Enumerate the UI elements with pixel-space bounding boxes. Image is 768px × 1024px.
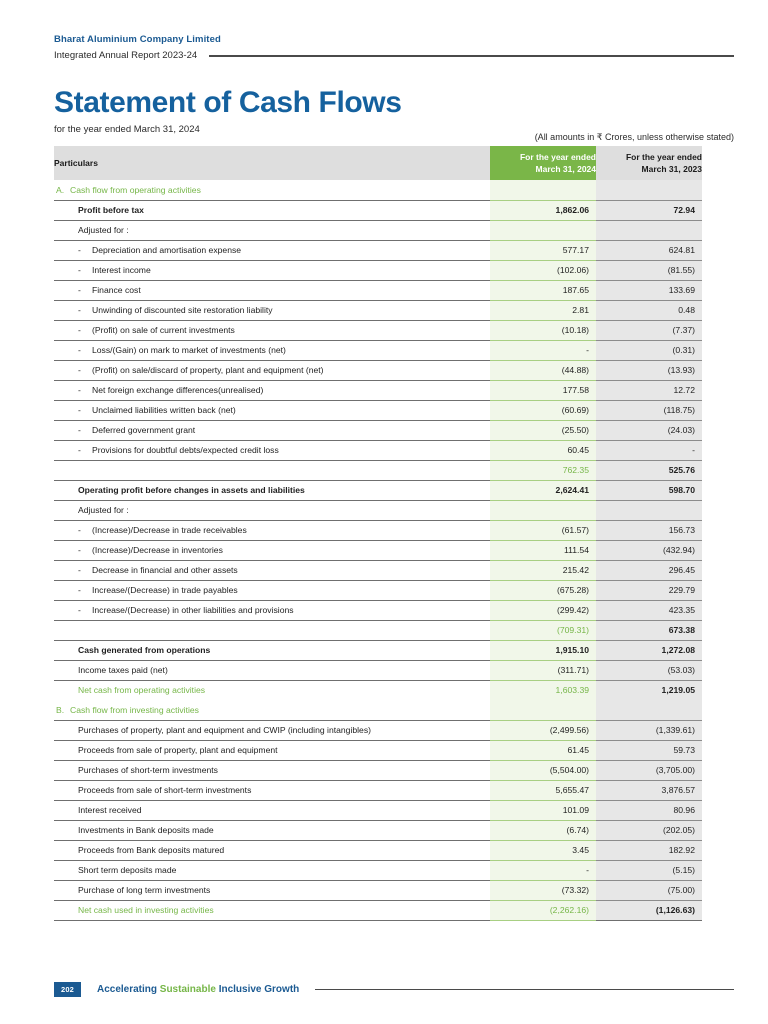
table-row [54,260,702,280]
section-label: Cash flow from operating activities [70,184,201,195]
title-block [54,86,402,136]
bullet-dash: - [78,364,81,375]
table-row [54,460,702,480]
row-label: Increase/(Decrease) in trade payables [92,584,238,595]
table-row [54,760,702,780]
table-header [54,146,702,180]
value-year-2023: (432.94) [596,540,702,560]
row-label-cell [54,200,490,220]
row-label: Proceeds from sale of property, plant and equipment [78,744,278,755]
table-row [54,800,702,820]
value-year-2024: - [490,860,596,880]
column-header-year-2024 [490,146,596,180]
column-header-year-2023-line1: For the year ended [625,151,702,162]
value-year-2023: (53.03) [596,660,702,680]
row-label-cell [54,800,490,820]
row-label-cell [54,680,490,700]
row-label: Net foreign exchange differences(unrealised) [92,384,264,395]
value-year-2023: (118.75) [596,400,702,420]
value-year-2023 [596,500,702,520]
value-year-2023 [596,180,702,200]
row-label-cell [54,540,490,560]
value-year-2024: (5,504.00) [490,760,596,780]
row-label-cell [54,480,490,500]
table-row [54,400,702,420]
value-year-2023: 59.73 [596,740,702,760]
value-year-2023: 12.72 [596,380,702,400]
value-year-2024: 60.45 [490,440,596,460]
value-year-2023: - [596,440,702,460]
row-label-cell [54,400,490,420]
value-year-2023: (7.37) [596,320,702,340]
table-row [54,840,702,860]
row-label: Purchases of short-term investments [78,764,218,775]
bullet-dash: - [78,564,81,575]
table-row [54,580,702,600]
row-label: Deferred government grant [92,424,196,435]
table-row [54,200,702,220]
value-year-2023: (24.03) [596,420,702,440]
row-label-cell [54,260,490,280]
bullet-dash: - [78,524,81,535]
value-year-2023: 525.76 [596,460,702,480]
bullet-dash: - [78,384,81,395]
row-label: Unclaimed liabilities written back (net) [92,404,236,415]
value-year-2023: (1,126.63) [596,900,702,920]
value-year-2024: 111.54 [490,540,596,560]
row-label-cell [54,600,490,620]
value-year-2024: 187.65 [490,280,596,300]
value-year-2024: (2,499.56) [490,720,596,740]
value-year-2024: 61.45 [490,740,596,760]
footer-tagline-part2: Sustainable [159,984,219,995]
value-year-2023: 673.38 [596,620,702,640]
value-year-2023: 1,272.08 [596,640,702,660]
value-year-2023: (81.55) [596,260,702,280]
row-label: Proceeds from Bank deposits matured [78,844,225,855]
table-row [54,440,702,460]
row-label: Decrease in financial and other assets [92,564,238,575]
row-label: Loss/(Gain) on mark to market of investments (net) [92,344,286,355]
value-year-2024: 5,655.47 [490,780,596,800]
row-label-cell [54,360,490,380]
amounts-note: (All amounts in ₹ Crores, unless otherwise stated) [534,132,734,142]
value-year-2023: 80.96 [596,800,702,820]
report-line [54,49,734,63]
table-row [54,720,702,740]
value-year-2024: - [490,340,596,360]
value-year-2024: (60.69) [490,400,596,420]
table-row [54,180,702,200]
row-label: Adjusted for : [78,224,129,235]
value-year-2024 [490,500,596,520]
report-name: Integrated Annual Report 2023-24 [54,50,198,61]
header-divider-rule [209,55,734,57]
row-label: Depreciation and amortisation expense [92,244,242,255]
row-label-cell [54,780,490,800]
row-label: Short term deposits made [78,864,177,875]
row-label: Cash generated from operations [78,644,211,655]
value-year-2023: (75.00) [596,880,702,900]
value-year-2023: (202.05) [596,820,702,840]
bullet-dash: - [78,444,81,455]
value-year-2023: (5.15) [596,860,702,880]
value-year-2024: (25.50) [490,420,596,440]
row-label-cell [54,460,490,480]
table-row [54,280,702,300]
row-label: Net cash used in investing activities [78,904,214,915]
value-year-2024 [490,700,596,720]
row-label-cell [54,660,490,680]
row-label-cell [54,700,490,720]
value-year-2024: 2.81 [490,300,596,320]
row-label-cell [54,240,490,260]
table-row [54,660,702,680]
page-title: Statement of Cash Flows [54,86,402,119]
bullet-dash: - [78,404,81,415]
row-label-cell [54,900,490,920]
row-label-cell [54,300,490,320]
column-header-year-2023-line2: March 31, 2023 [641,163,702,174]
bullet-dash: - [78,344,81,355]
value-year-2024: (102.06) [490,260,596,280]
bullet-dash: - [78,544,81,555]
value-year-2023: 3,876.57 [596,780,702,800]
table-row [54,380,702,400]
row-label-cell [54,420,490,440]
row-label-cell [54,760,490,780]
row-label: (Profit) on sale/discard of property, plant and equipment (net) [92,364,324,375]
row-label-cell [54,380,490,400]
footer-tagline-part1: Accelerating [96,984,160,995]
row-label-cell [54,560,490,580]
table-row [54,620,702,640]
value-year-2024: (675.28) [490,580,596,600]
value-year-2024 [490,180,596,200]
value-year-2023: 423.35 [596,600,702,620]
row-label: Purchases of property, plant and equipment and CWIP (including intangibles) [78,724,371,735]
row-label-cell [54,440,490,460]
value-year-2024: (709.31) [490,620,596,640]
value-year-2024: (2,262.16) [490,900,596,920]
row-label-cell [54,840,490,860]
value-year-2023: (13.93) [596,360,702,380]
table-row [54,480,702,500]
bullet-dash: - [78,304,81,315]
page-subtitle: for the year ended March 31, 2024 [54,124,200,135]
cash-flow-table [54,146,702,921]
table-row [54,680,702,700]
value-year-2024: 1,915.10 [490,640,596,660]
row-label: (Increase)/Decrease in trade receivables [92,524,247,535]
bullet-dash: - [78,604,81,615]
value-year-2024: 1,862.06 [490,200,596,220]
column-header-year-2024-line1: For the year ended [519,151,596,162]
row-label-cell [54,740,490,760]
table-row [54,420,702,440]
value-year-2023: 182.92 [596,840,702,860]
bullet-dash: - [78,264,81,275]
row-label: (Increase)/Decrease in inventories [92,544,223,555]
row-label-cell [54,340,490,360]
value-year-2023: 133.69 [596,280,702,300]
row-label: Net cash from operating activities [78,684,206,695]
row-label-cell [54,280,490,300]
table-row [54,540,702,560]
row-label: Provisions for doubtful debts/expected credit loss [92,444,279,455]
table-row [54,320,702,340]
value-year-2024: 577.17 [490,240,596,260]
value-year-2023: (3,705.00) [596,760,702,780]
row-label: Operating profit before changes in assets and liabilities [78,484,305,495]
value-year-2024: 101.09 [490,800,596,820]
table-row [54,600,702,620]
row-label-cell [54,620,490,640]
bullet-dash: - [78,424,81,435]
row-label-cell [54,640,490,660]
row-label: Proceeds from sale of short-term investments [78,784,252,795]
value-year-2024 [490,220,596,240]
value-year-2023: (0.31) [596,340,702,360]
row-label: Investments in Bank deposits made [78,824,214,835]
value-year-2024: 762.35 [490,460,596,480]
row-label-cell [54,820,490,840]
company-name: Bharat Aluminium Company Limited [54,34,221,45]
table-row [54,240,702,260]
document-header [54,33,734,63]
table-row [54,500,702,520]
row-label: Interest received [78,804,142,815]
value-year-2023: 296.45 [596,560,702,580]
row-label: Finance cost [92,284,141,295]
bullet-dash: - [78,244,81,255]
bullet-dash: - [78,324,81,335]
value-year-2023: 156.73 [596,520,702,540]
value-year-2024: 3.45 [490,840,596,860]
value-year-2023: 1,219.05 [596,680,702,700]
value-year-2024: 1,603.39 [490,680,596,700]
table-row [54,820,702,840]
footer-divider-rule [315,989,734,991]
section-label: Cash flow from investing activities [70,704,199,715]
row-label-cell [54,860,490,880]
table-body [54,180,702,920]
value-year-2023: 72.94 [596,200,702,220]
value-year-2024: 215.42 [490,560,596,580]
row-label-cell [54,500,490,520]
value-year-2023: 0.48 [596,300,702,320]
row-label-cell [54,520,490,540]
table-row [54,880,702,900]
table-row [54,900,702,920]
footer-tagline [97,984,299,995]
table-row [54,640,702,660]
table-row [54,360,702,380]
row-label: Purchase of long term investments [78,884,211,895]
bullet-dash: - [78,584,81,595]
column-header-year-2024-line2: March 31, 2024 [535,163,596,174]
value-year-2023: 624.81 [596,240,702,260]
row-label-cell [54,180,490,200]
table-row [54,700,702,720]
row-label: Unwinding of discounted site restoration liability [92,304,273,315]
row-label: Adjusted for : [78,504,129,515]
row-label: Income taxes paid (net) [78,664,168,675]
row-label: (Profit) on sale of current investments [92,324,235,335]
value-year-2024: (6.74) [490,820,596,840]
value-year-2024: 2,624.41 [490,480,596,500]
table-row [54,300,702,320]
row-label-cell [54,720,490,740]
page-footer [54,982,734,997]
value-year-2024: (10.18) [490,320,596,340]
row-label-cell [54,580,490,600]
row-label-cell [54,880,490,900]
row-label: Increase/(Decrease) in other liabilities and provisions [92,604,294,615]
value-year-2023: 229.79 [596,580,702,600]
footer-tagline-part3: Inclusive Growth [218,984,300,995]
value-year-2024: (311.71) [490,660,596,680]
section-letter: A. [56,184,65,195]
table-row [54,860,702,880]
value-year-2024: 177.58 [490,380,596,400]
table-row [54,740,702,760]
column-header-year-2023 [596,146,702,180]
value-year-2023: (1,339.61) [596,720,702,740]
row-label: Profit before tax [78,204,144,215]
table-row [54,520,702,540]
table-header-row [54,146,702,180]
value-year-2024: (299.42) [490,600,596,620]
table-row [54,780,702,800]
table-row [54,220,702,240]
table-row [54,340,702,360]
row-label-cell [54,320,490,340]
section-letter: B. [56,704,65,715]
value-year-2024: (44.88) [490,360,596,380]
table-row [54,560,702,580]
row-label: Interest income [92,264,151,275]
row-label-cell [54,220,490,240]
value-year-2024: (61.57) [490,520,596,540]
value-year-2023: 598.70 [596,480,702,500]
value-year-2024: (73.32) [490,880,596,900]
value-year-2023 [596,700,702,720]
column-header-particulars: Particulars [54,146,490,180]
page-number-badge: 202 [54,982,81,997]
bullet-dash: - [78,284,81,295]
value-year-2023 [596,220,702,240]
